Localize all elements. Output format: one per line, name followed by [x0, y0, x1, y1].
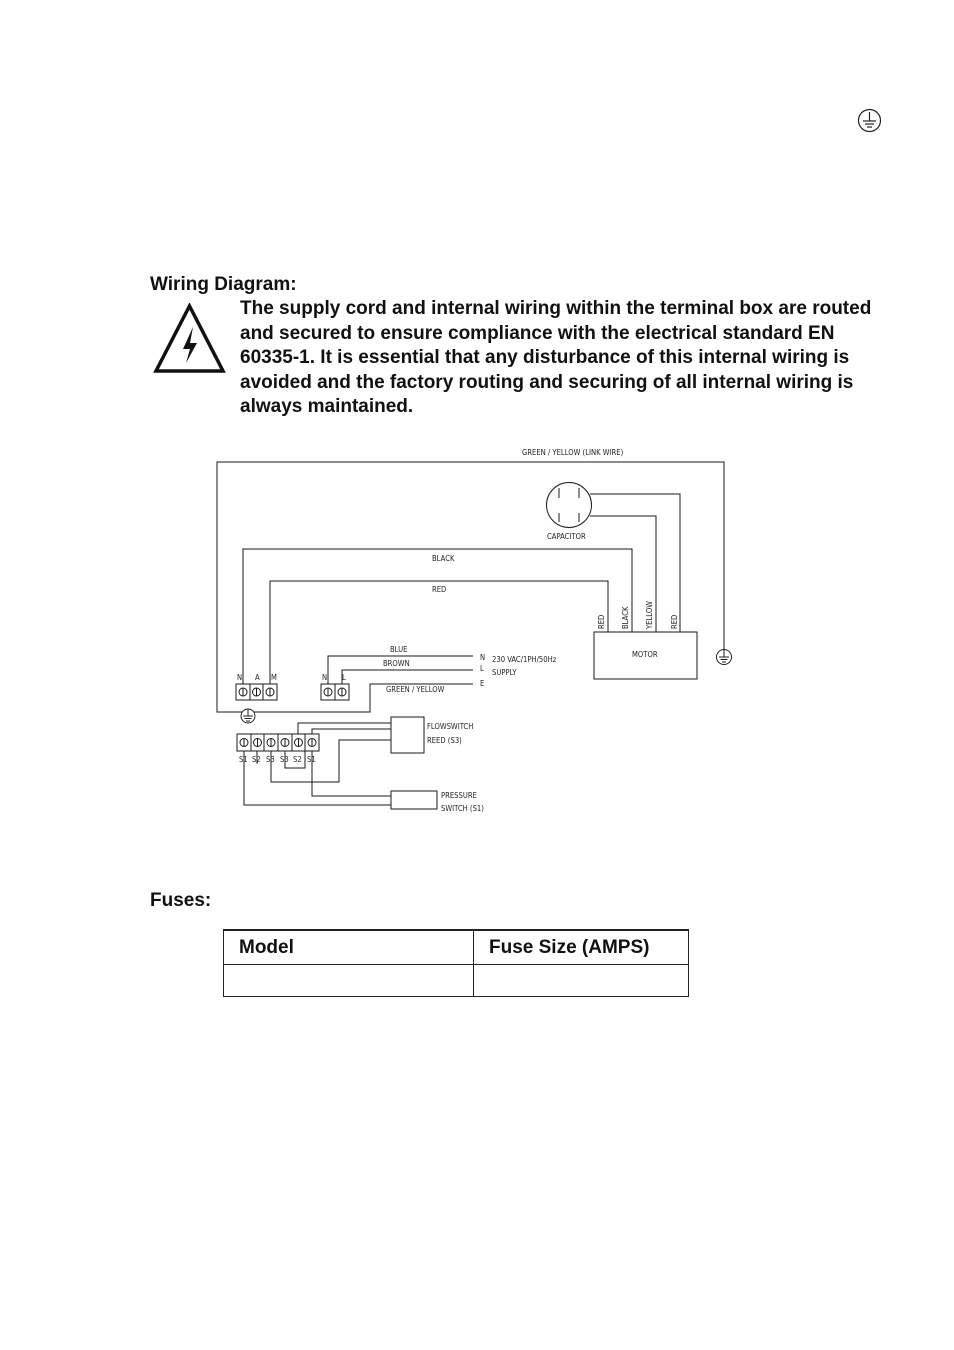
red-wire-label: RED	[432, 585, 447, 594]
motor-wire-label: BLACK	[621, 606, 630, 629]
warning-text: The supply cord and internal wiring within the terminal box are routed and secured to ensure compliance with the electrical standard EN 60335-1. It is essential that any disturbance of this internal wiring is avoided and the factory routing and securing of all internal wiring is always maintained.	[240, 298, 872, 418]
motor-wire-label: YELLOW	[645, 601, 654, 629]
flowswitch-label: FLOWSWITCH	[427, 722, 474, 731]
motor-wire-label: RED	[597, 614, 606, 629]
terminal-label: S1	[307, 755, 316, 764]
flowswitch-label: REED (S3)	[427, 736, 462, 745]
table-cell	[224, 965, 474, 997]
supply-label: 230 VAC/1PH/50Hz	[492, 655, 557, 664]
column-header-model: Model	[224, 930, 474, 965]
brown-wire-label: BROWN	[383, 659, 410, 668]
brown-wire	[342, 670, 473, 684]
capacitor	[547, 483, 592, 528]
column-header-fuse-size: Fuse Size (AMPS)	[474, 930, 689, 965]
green-yellow-wire-label: GREEN / YELLOW	[386, 685, 445, 694]
table-cell	[474, 965, 689, 997]
pressure-switch-label: PRESSURE	[441, 791, 477, 800]
black-wire-label: BLACK	[432, 554, 455, 563]
supply-label: SUPPLY	[492, 668, 517, 677]
blue-wire-label: BLUE	[390, 645, 408, 654]
supply-e-label: E	[480, 679, 485, 688]
earth-ground-icon	[717, 650, 732, 665]
terminal-label: S3	[280, 755, 289, 764]
red-wire	[270, 581, 608, 684]
terminal-label: M	[271, 673, 277, 682]
terminal-label: N	[237, 673, 243, 682]
table-header-row	[224, 930, 689, 965]
terminal-label: N	[322, 673, 328, 682]
terminal-label: A	[255, 673, 260, 682]
terminal-label: S1	[239, 755, 248, 764]
terminal-block-nam	[236, 684, 277, 700]
capacitor-label: CAPACITOR	[547, 532, 586, 541]
terminal-label: S3	[266, 755, 275, 764]
supply-n-label: N	[480, 653, 486, 662]
earth-ground-icon	[241, 709, 255, 723]
flowswitch-box	[391, 717, 424, 753]
terminal-block-nl	[321, 684, 349, 700]
pressure-switch-box	[391, 791, 437, 809]
fuses-heading: Fuses:	[150, 890, 212, 911]
fuse-table	[223, 929, 689, 997]
terminal-label: S2	[252, 755, 261, 764]
wiring-diagram-heading: Wiring Diagram:	[150, 274, 297, 295]
terminal-label: S2	[293, 755, 302, 764]
motor-label: MOTOR	[632, 650, 658, 659]
motor-wire-label: RED	[670, 614, 679, 629]
pressure-switch-label: SWITCH (S1)	[441, 804, 484, 813]
supply-l-label: L	[480, 664, 484, 673]
link-wire-label: GREEN / YELLOW (LINK WIRE)	[522, 448, 624, 457]
terminal-block-switches	[237, 734, 319, 751]
black-wire	[243, 549, 632, 684]
table-row	[224, 965, 689, 997]
terminal-label: L	[342, 673, 346, 682]
